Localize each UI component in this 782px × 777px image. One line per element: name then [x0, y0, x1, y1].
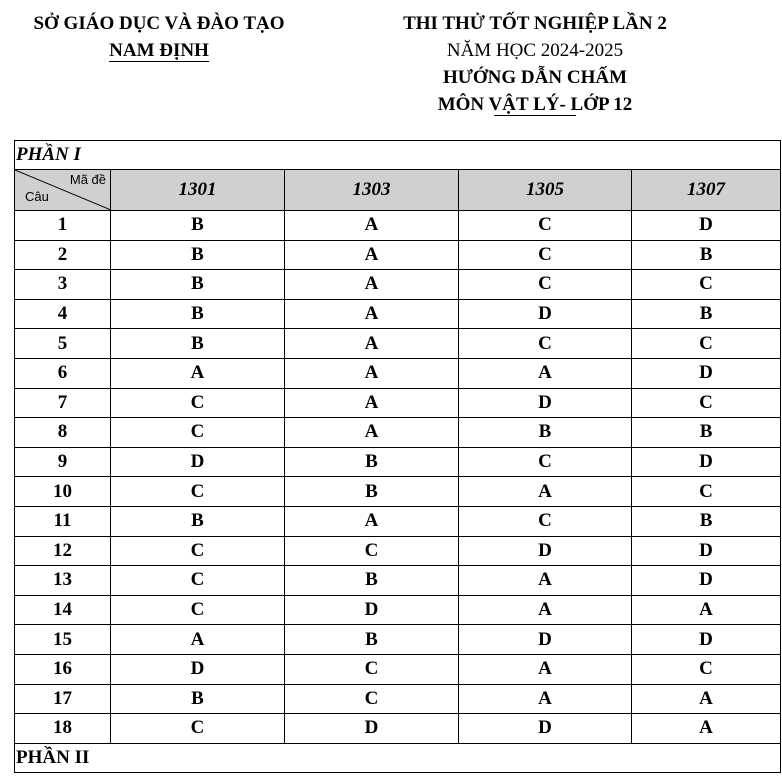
- answer-cell: B: [111, 240, 285, 270]
- answer-cell: C: [459, 270, 632, 300]
- answer-cell: B: [111, 270, 285, 300]
- question-number: 12: [15, 536, 111, 566]
- part1-header-row: [15, 141, 781, 170]
- province-name: NAM ĐỊNH: [109, 40, 209, 61]
- question-number: 13: [15, 566, 111, 596]
- answer-cell: C: [111, 477, 285, 507]
- answer-cell: A: [459, 566, 632, 596]
- answer-cell: D: [459, 299, 632, 329]
- answer-cell: C: [111, 418, 285, 448]
- table-row: [15, 211, 781, 241]
- question-number: 11: [15, 506, 111, 536]
- exam-code-header: 1305: [459, 170, 632, 211]
- question-number: 9: [15, 447, 111, 477]
- subject-title: MÔN VẬT LÝ- LỚP 12: [437, 94, 633, 115]
- answer-cell: B: [632, 506, 781, 536]
- question-number: 7: [15, 388, 111, 418]
- table-row: [15, 566, 781, 596]
- table-row: [15, 625, 781, 655]
- table-row: [15, 358, 781, 388]
- answer-cell: B: [111, 329, 285, 359]
- answer-cell: A: [459, 654, 632, 684]
- table-row: [15, 654, 781, 684]
- answer-cell: A: [111, 358, 285, 388]
- answer-cell: C: [111, 714, 285, 744]
- table-row: [15, 714, 781, 744]
- answer-cell: B: [111, 211, 285, 241]
- answer-cell: A: [459, 477, 632, 507]
- exam-code-header: 1303: [285, 170, 459, 211]
- answer-cell: C: [111, 536, 285, 566]
- answer-key-table: [14, 140, 781, 773]
- answer-cell: A: [285, 299, 459, 329]
- question-number: 3: [15, 270, 111, 300]
- answer-cell: C: [111, 566, 285, 596]
- answer-cell: D: [459, 536, 632, 566]
- answer-cell: A: [459, 684, 632, 714]
- question-number: 6: [15, 358, 111, 388]
- question-number: 2: [15, 240, 111, 270]
- question-number: 18: [15, 714, 111, 744]
- answer-cell: A: [632, 714, 781, 744]
- answer-cell: D: [285, 595, 459, 625]
- question-number: 17: [15, 684, 111, 714]
- table-row: [15, 329, 781, 359]
- answer-cell: C: [285, 654, 459, 684]
- answer-cell: A: [632, 684, 781, 714]
- answer-cell: B: [285, 566, 459, 596]
- answer-cell: B: [285, 447, 459, 477]
- part2-header-row: [15, 743, 781, 772]
- table-row: [15, 595, 781, 625]
- question-number: 15: [15, 625, 111, 655]
- part1-label: PHẦN I: [15, 141, 781, 170]
- answer-cell: C: [632, 270, 781, 300]
- table-row: [15, 477, 781, 507]
- answer-cell: C: [111, 388, 285, 418]
- table-row: [15, 684, 781, 714]
- answer-cell: D: [459, 625, 632, 655]
- answer-cell: D: [632, 447, 781, 477]
- table-row: [15, 270, 781, 300]
- answer-cell: A: [459, 358, 632, 388]
- answer-cell: A: [285, 418, 459, 448]
- answer-cell: B: [285, 625, 459, 655]
- answer-cell: A: [285, 506, 459, 536]
- exam-code-header: 1301: [111, 170, 285, 211]
- question-number: 5: [15, 329, 111, 359]
- table-row: [15, 447, 781, 477]
- answer-cell: D: [111, 654, 285, 684]
- answer-cell: A: [285, 211, 459, 241]
- answer-cell: B: [285, 477, 459, 507]
- answer-cell: D: [632, 625, 781, 655]
- answer-cell: A: [285, 240, 459, 270]
- table-row: [15, 388, 781, 418]
- answer-cell: D: [459, 388, 632, 418]
- table-row: [15, 506, 781, 536]
- code-header-row: [15, 170, 781, 211]
- answer-cell: C: [459, 240, 632, 270]
- answer-cell: A: [632, 595, 781, 625]
- answer-cell: A: [111, 625, 285, 655]
- answer-cell: C: [632, 654, 781, 684]
- table-row: [15, 299, 781, 329]
- answer-cell: B: [111, 299, 285, 329]
- answer-cell: C: [632, 388, 781, 418]
- answer-cell: C: [285, 684, 459, 714]
- answer-cell: D: [632, 211, 781, 241]
- answer-cell: B: [632, 299, 781, 329]
- question-number: 16: [15, 654, 111, 684]
- department-name: SỞ GIÁO DỤC VÀ ĐÀO TẠO: [33, 13, 285, 34]
- answer-cell: A: [285, 388, 459, 418]
- answer-cell: D: [285, 714, 459, 744]
- answer-cell: A: [459, 595, 632, 625]
- exam-code-header: 1307: [632, 170, 781, 211]
- answer-cell: C: [459, 506, 632, 536]
- question-number: 8: [15, 418, 111, 448]
- answer-cell: D: [632, 566, 781, 596]
- answer-cell: B: [632, 418, 781, 448]
- answer-cell: B: [459, 418, 632, 448]
- school-year: NĂM HỌC 2024-2025: [446, 40, 624, 61]
- answer-cell: C: [111, 595, 285, 625]
- answer-cell: B: [111, 506, 285, 536]
- answer-cell: C: [459, 211, 632, 241]
- answer-cell: D: [459, 714, 632, 744]
- question-number: 4: [15, 299, 111, 329]
- question-number: 14: [15, 595, 111, 625]
- answer-cell: D: [632, 536, 781, 566]
- corner-diagonal-cell: [15, 170, 111, 211]
- header-left: [14, 10, 304, 64]
- answer-cell: B: [632, 240, 781, 270]
- exam-code-caption: Mã đề: [69, 172, 106, 187]
- part2-label: PHẦN II: [15, 743, 781, 772]
- document-title: HƯỚNG DẪN CHẤM: [443, 67, 627, 88]
- answer-cell: D: [111, 447, 285, 477]
- table-row: [15, 240, 781, 270]
- header-right: [380, 10, 690, 116]
- question-number: 10: [15, 477, 111, 507]
- answer-cell: A: [285, 358, 459, 388]
- answer-cell: C: [632, 329, 781, 359]
- answer-cell: C: [459, 329, 632, 359]
- answer-cell: C: [632, 477, 781, 507]
- question-caption: Câu: [25, 189, 49, 204]
- answer-cell: C: [459, 447, 632, 477]
- exam-title: THI THỬ TỐT NGHIỆP LẦN 2: [403, 13, 667, 34]
- table-row: [15, 418, 781, 448]
- answer-cell: B: [111, 684, 285, 714]
- answer-cell: A: [285, 329, 459, 359]
- table-row: [15, 536, 781, 566]
- question-number: 1: [15, 211, 111, 241]
- answer-cell: C: [285, 536, 459, 566]
- answer-cell: A: [285, 270, 459, 300]
- answer-cell: D: [632, 358, 781, 388]
